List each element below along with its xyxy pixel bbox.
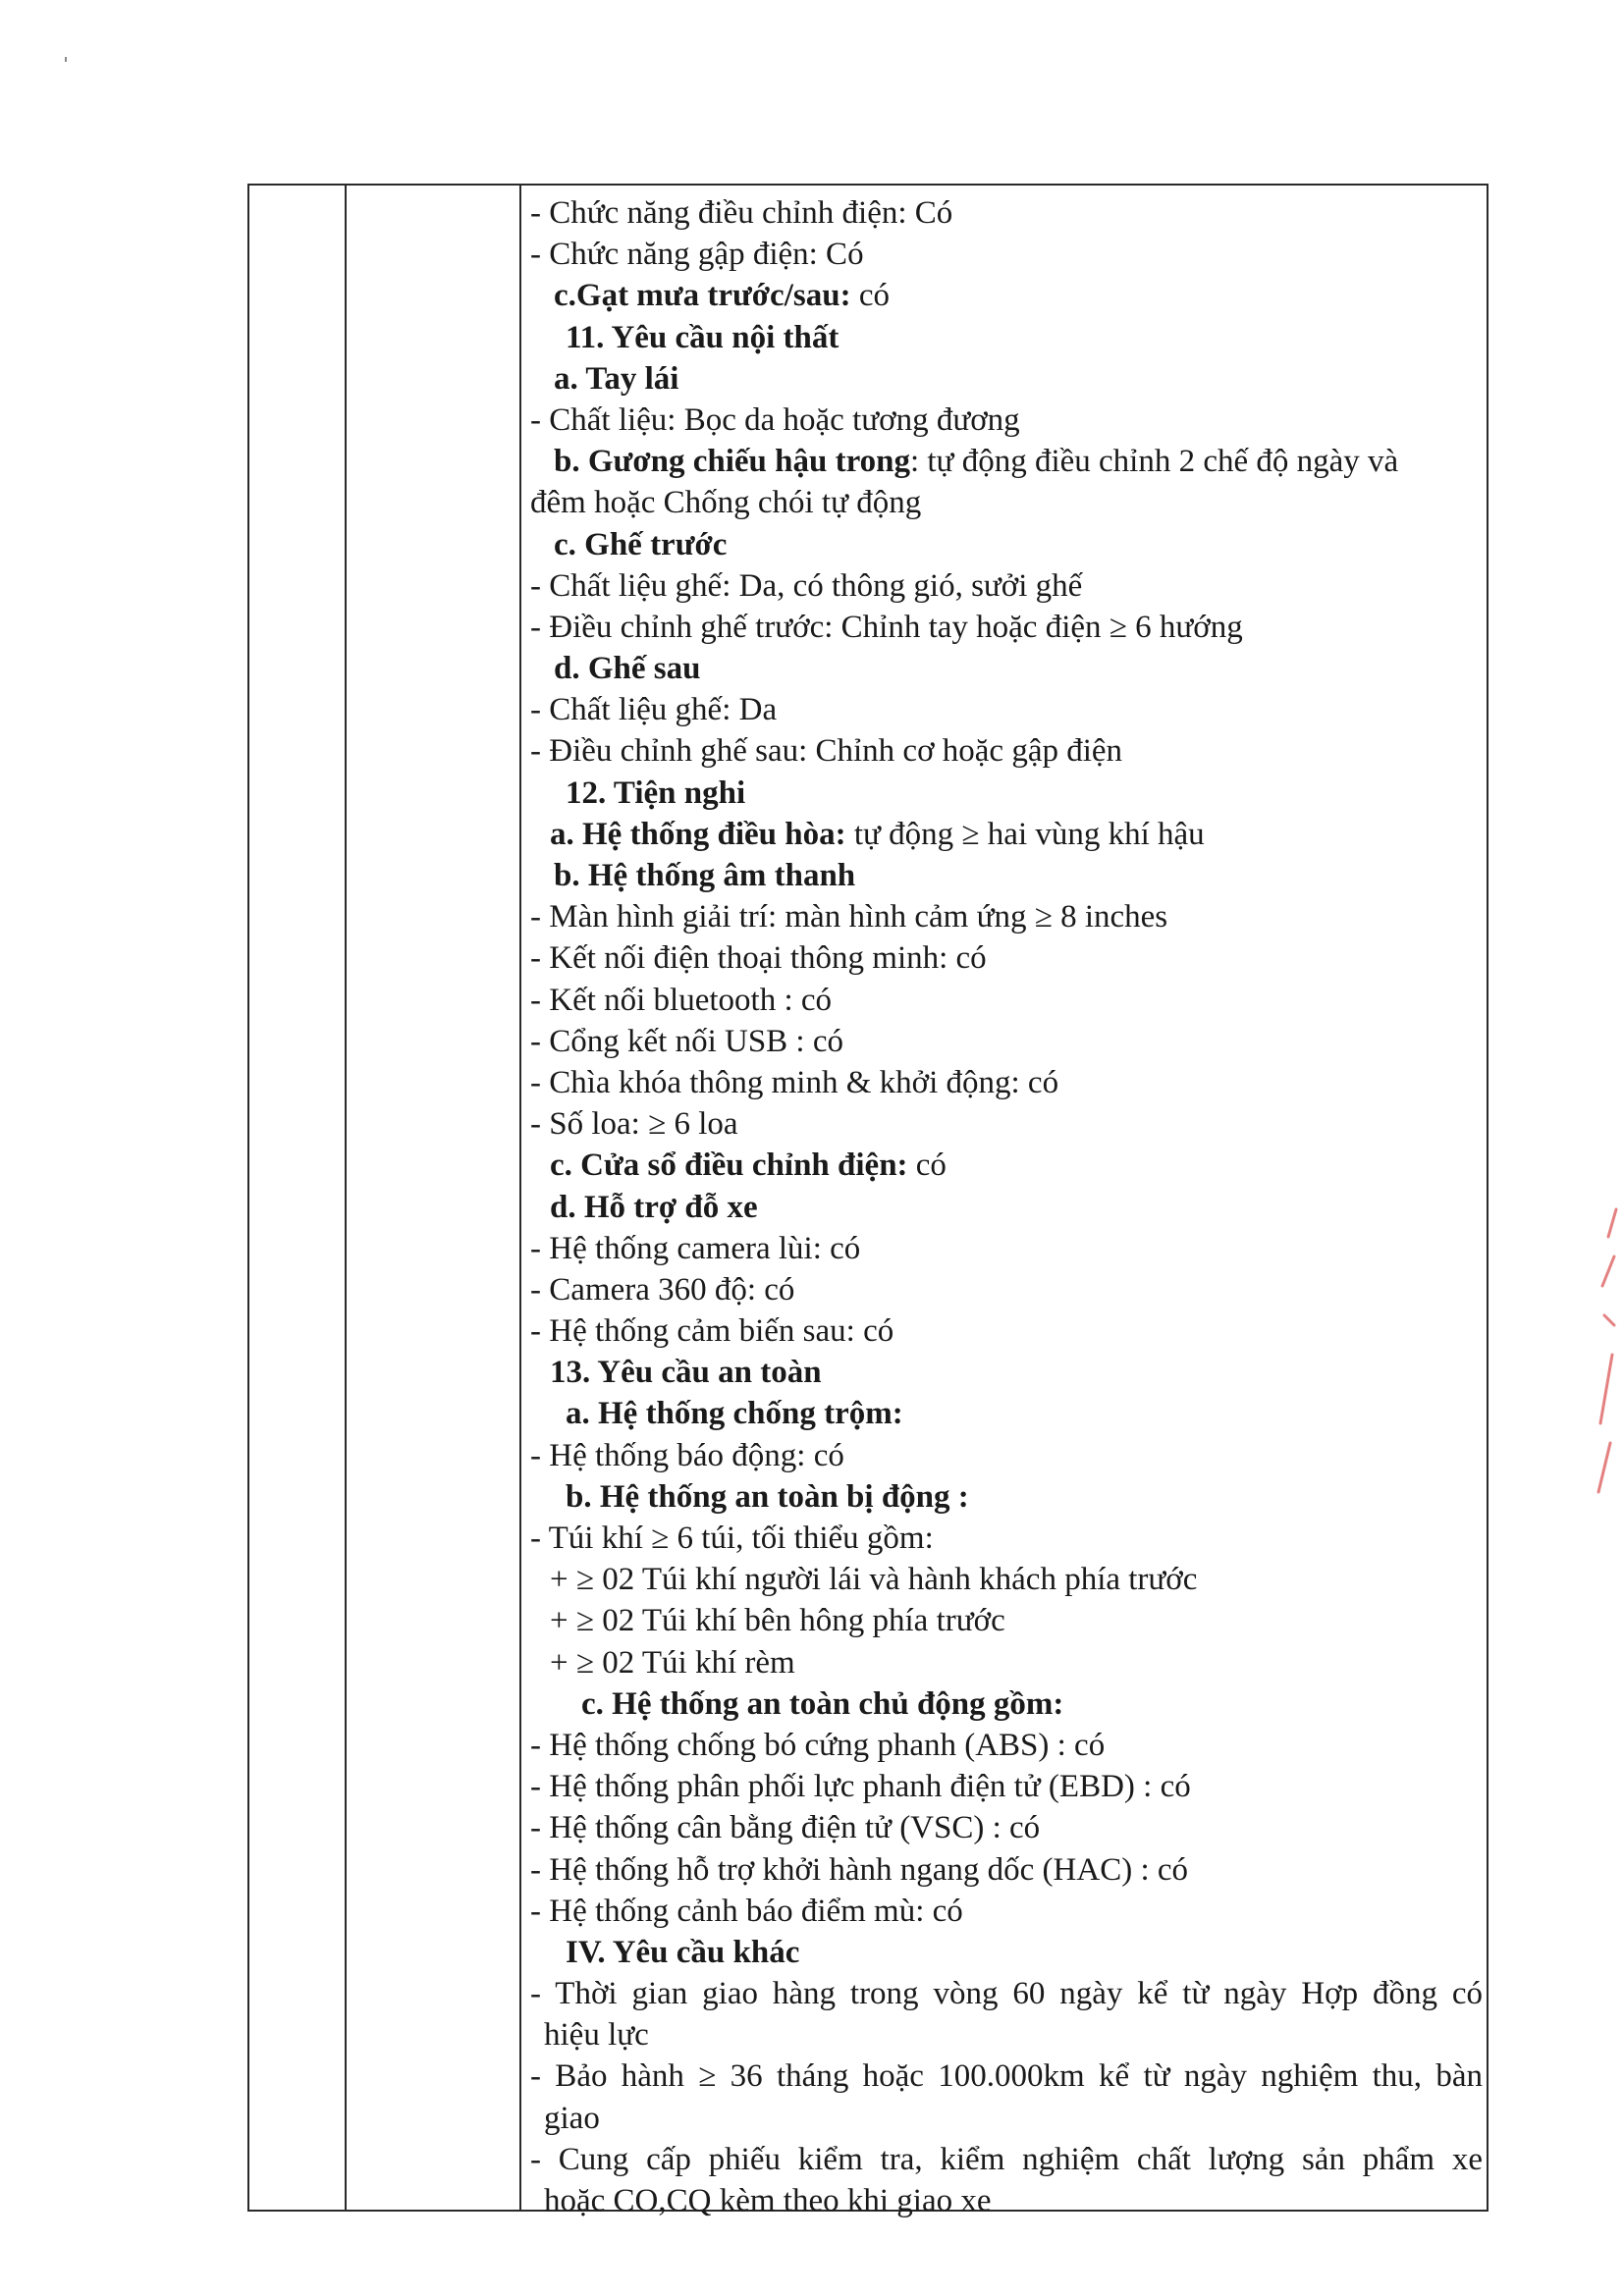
text-line: - Chất liệu ghế: Da, có thông gió, sưởi ghế: [530, 567, 1083, 604]
subheading: d. Ghế sau: [554, 651, 701, 687]
column-divider-1: [345, 186, 347, 2210]
value-text: có: [907, 1148, 947, 1184]
text-line: - Chức năng điều chỉnh điện: Có: [530, 195, 953, 231]
subheading: c. Cửa sổ điều chỉnh điện:: [550, 1148, 908, 1184]
scan-speck: [65, 57, 67, 62]
section-heading: IV. Yêu cầu khác: [566, 1934, 800, 1970]
text-line: + ≥ 02 Túi khí rèm: [550, 1644, 795, 1681]
text-line: - Bảo hành ≥ 36 tháng hoặc 100.000km kể từ ngày nghiệm thu, bàn: [530, 2058, 1483, 2095]
text-line: hiệu lực: [544, 2017, 649, 2054]
text-line: - Hệ thống camera lùi: có: [530, 1230, 861, 1266]
stamp-fragment-icon: [1591, 1198, 1620, 1512]
text-line: [530, 441, 1483, 482]
section-heading: 11. Yêu cầu nội thất: [566, 319, 839, 355]
subheading: a. Tay lái: [554, 360, 679, 397]
text-line: - Hệ thống báo động: có: [530, 1437, 844, 1473]
subheading: c. Ghế trước: [554, 526, 728, 562]
text-line: - Kết nối bluetooth : có: [530, 982, 833, 1018]
spec-content-cell: [530, 192, 1483, 2221]
section-heading: 12. Tiện nghi: [566, 774, 746, 811]
text-line: - Túi khí ≥ 6 túi, tối thiểu gồm:: [530, 1521, 934, 1556]
text-line: - Cung cấp phiếu kiểm tra, kiểm nghiệm chất lượng sản phẩm xe: [530, 2141, 1483, 2177]
text-line: - Hệ thống cảm biến sau: có: [530, 1313, 894, 1350]
text-line: [530, 275, 1483, 316]
text-line: - Hệ thống hỗ trợ khởi hành ngang dốc (HAC) : có: [530, 1851, 1189, 1888]
text-line: đêm hoặc Chống chói tự động: [530, 485, 922, 521]
subheading: a. Hệ thống điều hòa:: [550, 816, 846, 852]
text-line: [530, 1145, 1483, 1186]
text-line: - Camera 360 độ: có: [530, 1271, 795, 1308]
text-line: + ≥ 02 Túi khí bên hông phía trước: [550, 1603, 1005, 1639]
text-line: - Thời gian giao hàng trong vòng 60 ngày kể từ ngày Hợp đồng có: [530, 1976, 1483, 2012]
column-divider-2: [519, 186, 521, 2210]
text-line: - Hệ thống cảnh báo điểm mù: có: [530, 1893, 963, 1929]
text-line: - Hệ thống chống bó cứng phanh (ABS) : có: [530, 1727, 1106, 1763]
text-line: - Điều chỉnh ghế sau: Chỉnh cơ hoặc gập điện: [530, 733, 1123, 770]
text-line: + ≥ 02 Túi khí người lái và hành khách phía trước: [550, 1562, 1198, 1598]
text-line: - Cổng kết nối USB : có: [530, 1023, 843, 1059]
text-line: giao: [544, 2100, 600, 2136]
text-line: - Kết nối điện thoại thông minh: có: [530, 940, 987, 977]
value-text: có: [850, 278, 890, 314]
subheading: c.Gạt mưa trước/sau:: [554, 278, 851, 314]
subheading: c. Hệ thống an toàn chủ động gồm:: [581, 1685, 1064, 1722]
text-line: [530, 814, 1483, 855]
text-line: - Chức năng gập điện: Có: [530, 237, 864, 273]
text-line: - Hệ thống phân phối lực phanh điện tử (EBD) : có: [530, 1769, 1191, 1805]
section-heading: 13. Yêu cầu an toàn: [550, 1355, 822, 1391]
subheading: b. Hệ thống âm thanh: [554, 858, 856, 893]
subheading: a. Hệ thống chống trộm:: [566, 1396, 903, 1432]
text-line: - Màn hình giải trí: màn hình cảm ứng ≥ 8 inches: [530, 899, 1168, 935]
text-line: - Chất liệu: Bọc da hoặc tương đương: [530, 401, 1020, 438]
subheading: d. Hỗ trợ đỗ xe: [550, 1189, 758, 1225]
value-text: tự động ≥ hai vùng khí hậu: [845, 816, 1205, 852]
text-line: - Hệ thống cân bằng điện tử (VSC) : có: [530, 1810, 1041, 1846]
text-line: - Chất liệu ghế: Da: [530, 692, 778, 728]
text-line: - Số loa: ≥ 6 loa: [530, 1106, 738, 1143]
value-text: : tự động điều chỉnh 2 chế độ ngày và: [909, 444, 1399, 480]
text-line: - Chìa khóa thông minh & khởi động: có: [530, 1064, 1059, 1100]
subheading: b. Gương chiếu hậu trong: [554, 444, 910, 480]
text-line: hoặc CO,CQ kèm theo khi giao xe: [544, 2183, 992, 2218]
text-line: - Điều chỉnh ghế trước: Chỉnh tay hoặc điện ≥ 6 hướng: [530, 609, 1243, 645]
subheading: b. Hệ thống an toàn bị động :: [566, 1478, 969, 1515]
